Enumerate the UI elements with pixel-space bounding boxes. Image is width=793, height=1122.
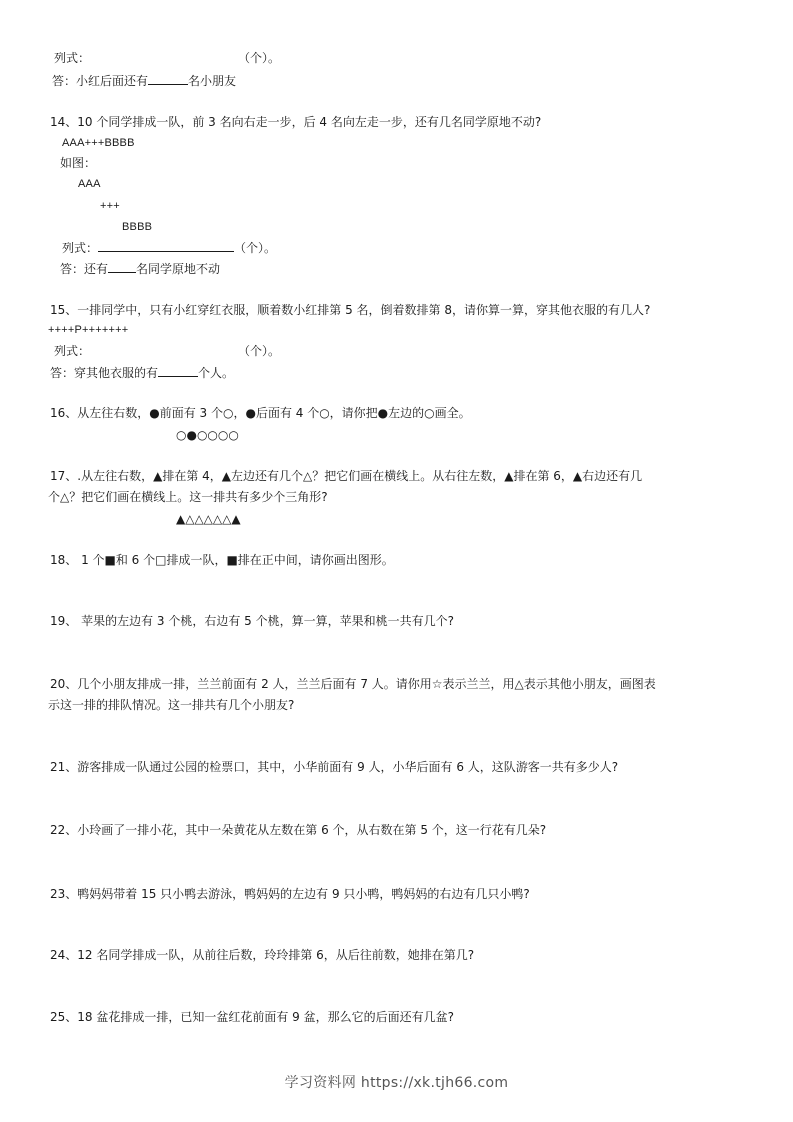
q14-formula-unit: （个）。 <box>234 241 277 255</box>
formula-unit: （个）。 <box>238 51 281 65</box>
question-16: 16、从左往右数，●前面有 3 个○，●后面有 4 个○，请你把●左边的○画全。 <box>50 406 471 420</box>
question-17-line-1: 17、.从左往右数，▲排在第 4，▲左边还有几个△？把它们画在横线上。从右往左数，▲排在第 6，▲右边还有几 <box>50 469 643 483</box>
answer-blank[interactable] <box>148 72 188 85</box>
q14-sequence: AAA+++BBBB <box>62 137 135 149</box>
question-22: 22、小玲画了一排小花，其中一朵黄花从左数在第 6 个，从右数在第 5 个，这一行花有几朵? <box>50 823 547 837</box>
q15-answer-line <box>50 364 234 381</box>
q15-sequence: ++++P+++++++ <box>48 324 129 336</box>
q15-formula-unit: （个）。 <box>238 344 281 358</box>
q15-formula-line <box>54 343 280 359</box>
q14-answer-line <box>60 260 220 277</box>
q14-group-a: AAA <box>78 178 101 190</box>
q15-answer-blank[interactable] <box>158 364 198 377</box>
q14-formula-line <box>62 239 276 256</box>
question-25: 25、18 盆花排成一排，已知一盆红花前面有 9 盆，那么它的后面还有几盆? <box>50 1010 454 1024</box>
q15-answer-suffix: 个人。 <box>198 366 235 380</box>
question-20-line-2: 示这一排的排队情况。这一排共有几个小朋友? <box>48 698 295 712</box>
q15-answer-label: 答：穿其他衣服的有 <box>50 366 159 380</box>
q14-answer-label: 答：还有 <box>60 262 109 276</box>
question-21: 21、游客排成一队通过公园的检票口，其中，小华前面有 9 人，小华后面有 6 人，这队游客一共有多少人? <box>50 760 619 774</box>
footer-watermark: 学习资料网 https://xk.tjh66.com <box>284 1075 509 1091</box>
q15-formula-label: 列式： <box>54 344 91 358</box>
q14-formula-label: 列式： <box>62 241 99 255</box>
answer-label: 答：小红后面还有 <box>52 74 149 88</box>
formula-label: 列式： <box>54 51 91 65</box>
q14-group-plus: +++ <box>100 200 120 212</box>
answer-suffix: 名小朋友 <box>188 74 237 88</box>
q14-formula-blank[interactable] <box>98 239 234 252</box>
question-14: 14、10 个同学排成一队，前 3 名向右走一步，后 4 名向左走一步，还有几名同学原地不动? <box>50 115 542 129</box>
q14-answer-blank[interactable] <box>108 260 136 273</box>
question-20-line-1: 20、几个小朋友排成一排，兰兰前面有 2 人，兰兰后面有 7 人。请你用☆表示兰兰，用△表示其他小朋友，画图表 <box>50 677 656 691</box>
question-18: 18、 1 个■和 6 个□排成一队，■排在正中间，请你画出图形。 <box>50 553 394 567</box>
q14-group-b: BBBB <box>122 221 153 233</box>
question-23: 23、鸭妈妈带着 15 只小鸭去游泳，鸭妈妈的左边有 9 只小鸭，鸭妈妈的右边有几只小鸭? <box>50 887 530 901</box>
q16-figure: ○●○○○○ <box>176 428 239 442</box>
answer-line-top <box>52 72 236 89</box>
q17-figure: ▲△△△△△▲ <box>176 512 241 526</box>
question-17-line-2: 个△？把它们画在横线上。这一排共有多少个三角形? <box>48 490 328 504</box>
q14-answer-suffix: 名同学原地不动 <box>136 262 221 276</box>
question-15: 15、一排同学中，只有小红穿红衣服，顺着数小红排第 5 名，倒着数排第 8，请你算一算，穿其他衣服的有几人? <box>50 303 651 317</box>
question-19: 19、 苹果的左边有 3 个桃，右边有 5 个桃，算一算，苹果和桃一共有几个? <box>50 614 454 628</box>
q14-example-label: 如图： <box>60 156 97 170</box>
question-24: 24、12 名同学排成一队，从前往后数，玲玲排第 6，从后往前数，她排在第几? <box>50 948 475 962</box>
formula-line-top <box>54 50 280 66</box>
